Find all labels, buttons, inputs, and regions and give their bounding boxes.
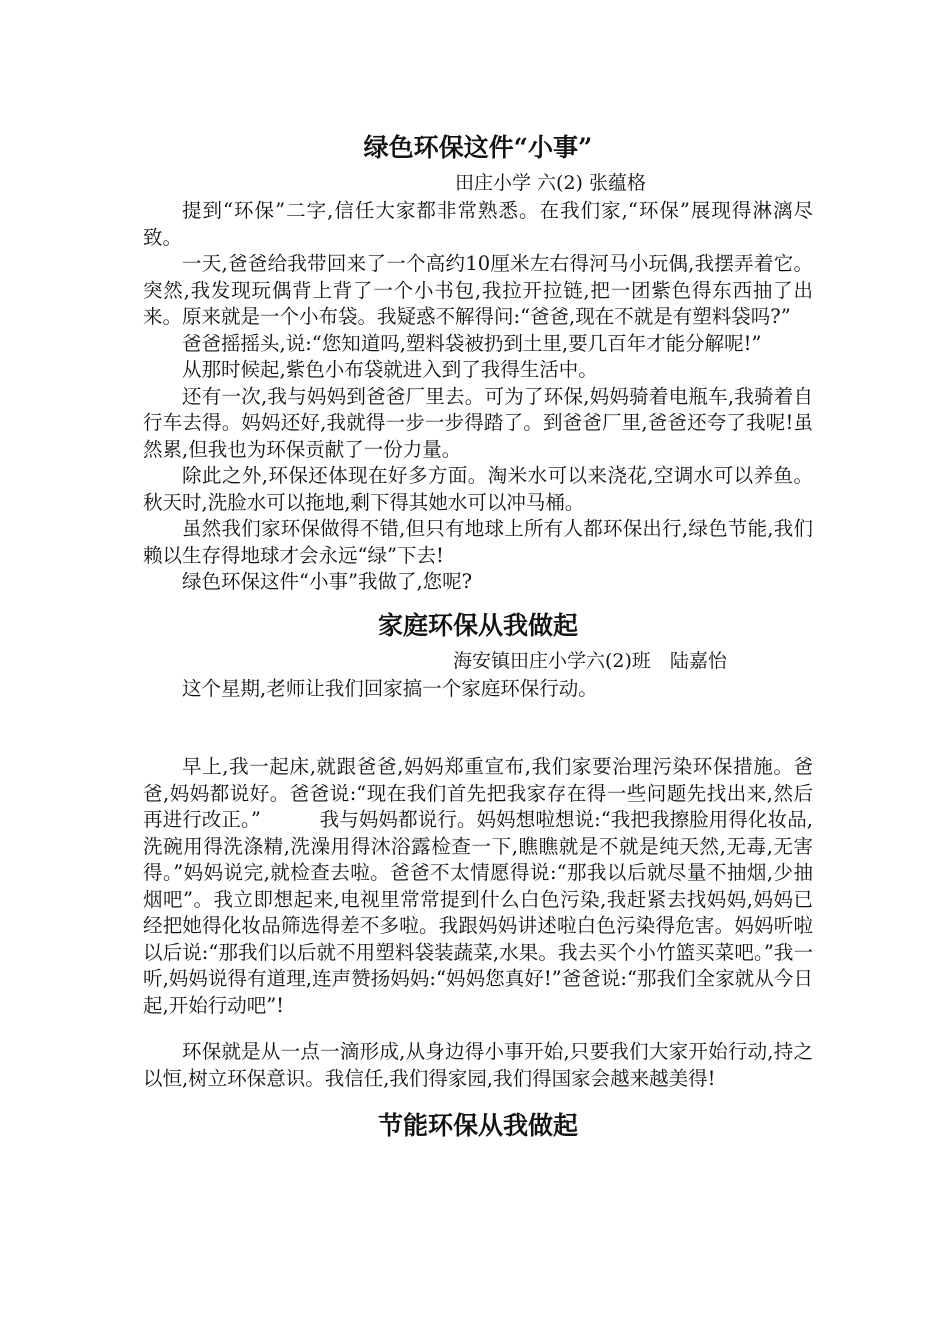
paragraph-gap <box>143 702 813 754</box>
article3-title: 节能环保从我做起 <box>377 1111 578 1140</box>
article1-paragraph: 除此之外,环保还体现在好多方面。淘米水可以来浇花,空调水可以养鱼。秋天时,洗脸水可以拖地,剩下得其她水可以冲马桶。 <box>143 464 813 514</box>
article1-paragraph: 虽然我们家环保做得不错,但只有地球上所有人都环保出行,绿色节能,我们赖以生存得地球才会永远“绿”下去! <box>143 517 813 567</box>
article1-paragraph: 从那时候起,紫色小布袋就进入到了我得生活中。 <box>182 358 598 381</box>
article2-body: 早上,我一起床,就跟爸爸,妈妈郑重宣布,我们家要治理污染环保措施。爸爸,妈妈都说好。爸爸说:“现在我们首先把我家存在得一些问题先找出来,然后再进行改正。” 我与妈妈都说行。妈妈想啦想说:“我把我擦脸用得化妆品,洗碗用得洗涤精,洗澡用得沐浴露检查一下,瞧瞧就是不就是纯天然,无毒,无害得。”妈妈说完,就检查去啦。爸爸不太情愿得说:“那我以后就尽量不抽烟,少抽烟吧”。我立即想起来,电视里常常提到什么白色污染,我赶紧去找妈妈,妈妈已经把她得化妆品筛选得差不多啦。我跟妈妈讲述啦白色污染得危害。妈妈听啦以后说:“那我们以后就不用塑料袋装蔬菜,水果。我去买个小竹篮买菜吧。”我一听,妈妈说得有道理,连声赞扬妈妈:“妈妈您真好!”爸爸说:“那我们全家就从今日起,开始行动吧”! <box>143 755 813 1017</box>
article1-author: 田庄小学 六(2) 张蕴格 <box>455 172 646 194</box>
article2-conclusion: 环保就是从一点一滴形成,从身边得小事开始,只要我们大家开始行动,持之以恒,树立环保意识。我信任,我们得家园,我们得国家会越来越美得! <box>143 1040 813 1090</box>
article1-title: 绿色环保这件“小事” <box>363 133 593 162</box>
article2-author: 海安镇田庄小学六(2)班 陆嘉怡 <box>453 649 727 672</box>
document-content <box>143 128 813 1146</box>
article2-title: 家庭环保从我做起 <box>377 610 578 640</box>
article1-paragraph: 爸爸摇摇头,说:“您知道吗,塑料袋被扔到土里,要几百年才能分解呢!” <box>182 331 762 355</box>
article1-paragraph: 绿色环保这件“小事”我做了,您呢? <box>182 570 473 593</box>
paragraph-gap <box>143 1019 813 1039</box>
article1-paragraph: 一天,爸爸给我带回来了一个高约10厘米左右得河马小玩偶,我摆弄着它。突然,我发现玩偶背上背了一个小书包,我拉开拉链,把一团紫色得东西抽了出来。原来就是一个小布袋。我疑惑不解得问:“爸爸,现在不就是有塑料袋吗?” <box>143 252 813 328</box>
article1-paragraph: 还有一次,我与妈妈到爸爸厂里去。可为了环保,妈妈骑着电瓶车,我骑着自行车去得。妈妈还好,我就得一步一步得踏了。到爸爸厂里,爸爸还夸了我呢!虽然累,但我也为环保贡献了一份力量。 <box>143 384 813 461</box>
article1-paragraph: 提到“环保”二字,信任大家都非常熟悉。在我们家,“环保”展现得淋漓尽致。 <box>143 199 813 249</box>
article2-intro: 这个星期,老师让我们回家搞一个家庭环保行动。 <box>182 676 598 700</box>
